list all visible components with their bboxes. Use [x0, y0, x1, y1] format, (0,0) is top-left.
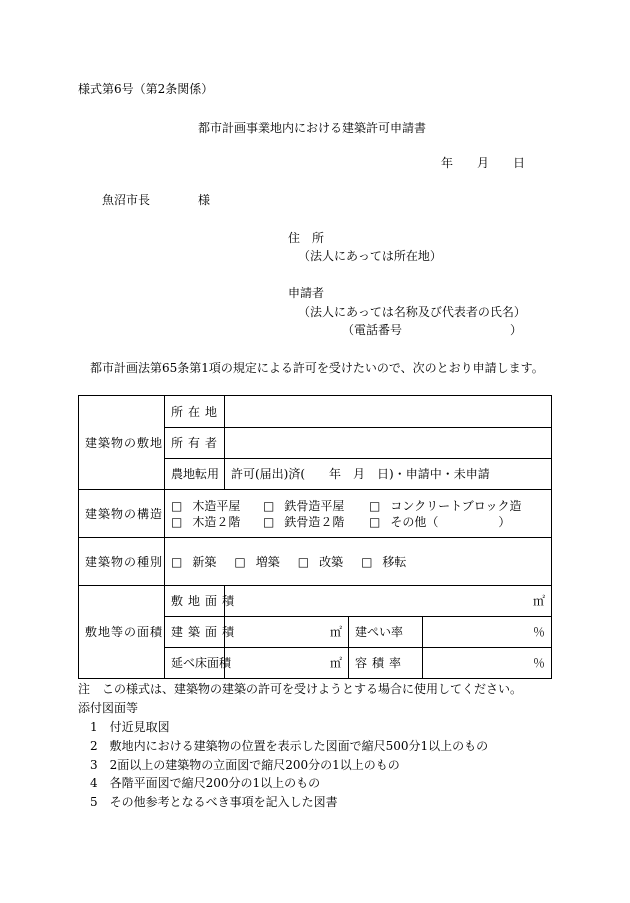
- form-number: 様式第6号（第2条関係）: [78, 82, 214, 96]
- farmland-label: 農地転用: [165, 459, 225, 490]
- structure-option[interactable]: □ その他（ ）: [369, 515, 545, 529]
- attachments-title: 添付図面等: [78, 701, 139, 715]
- attachment-item: 3 2面以上の建築物の立面図で縮尺200分の1以上のもの: [90, 758, 400, 772]
- address-label: 住 所: [288, 231, 325, 245]
- applicant-label: 申請者: [288, 286, 325, 300]
- building-area-label: 建築面積: [165, 617, 225, 648]
- type-category: 建築物の種別: [79, 538, 165, 586]
- type-option[interactable]: □ 移転: [361, 555, 406, 569]
- owner-value[interactable]: [225, 428, 552, 459]
- attachment-item: 5 その他参考となるべき事項を記入した図書: [90, 795, 338, 809]
- phone-close: ）: [510, 323, 523, 337]
- address-note: （法人にあっては所在地）: [298, 249, 442, 263]
- site-area-label: 敷地面積: [165, 586, 225, 617]
- structure-option[interactable]: □ 鉄骨造２階: [263, 515, 369, 529]
- table-row: [79, 490, 552, 538]
- type-options: [165, 538, 552, 586]
- date-line: 年 月 日: [441, 156, 526, 170]
- floor-area-unit[interactable]: ㎡: [225, 648, 349, 679]
- document-title: 都市計画事業地内における建築許可申請書: [198, 121, 427, 135]
- location-value[interactable]: [225, 396, 552, 428]
- floor-area-label: 延べ床面積: [165, 648, 225, 679]
- usage-note: 注 この様式は、建築物の建築の許可を受けようとする場合に使用してください。: [78, 682, 523, 696]
- attachment-item: 1 付近見取図: [90, 720, 170, 734]
- type-option[interactable]: □ 新築: [171, 555, 216, 569]
- structure-option[interactable]: □ コンクリートブロック造: [369, 499, 545, 513]
- site-category: 建築物の敷地: [79, 396, 165, 490]
- table-row: [79, 586, 552, 617]
- attachment-item: 4 各階平面図で縮尺200分の1以上のもの: [90, 776, 321, 790]
- name-note: （法人にあっては名称及び代表者の氏名）: [298, 305, 526, 319]
- area-category: 敷地等の面積: [79, 586, 165, 679]
- structure-option[interactable]: □ 木造平屋: [171, 499, 263, 513]
- application-table: [78, 395, 552, 679]
- structure-option[interactable]: □ 木造２階: [171, 515, 263, 529]
- site-area-unit[interactable]: ㎡: [225, 586, 552, 617]
- coverage-unit[interactable]: ％: [423, 617, 552, 648]
- location-label: 所在地: [165, 396, 225, 428]
- owner-label: 所有者: [165, 428, 225, 459]
- far-unit[interactable]: ％: [423, 648, 552, 679]
- addressee: 魚沼市長 様: [102, 193, 211, 207]
- structure-category: 建築物の構造: [79, 490, 165, 538]
- table-row: [79, 396, 552, 428]
- farmland-value[interactable]: 許可(届出)済( 年 月 日)・申請中・未申請: [225, 459, 552, 490]
- far-label: 容積率: [349, 648, 423, 679]
- type-option[interactable]: □ 改築: [298, 555, 343, 569]
- statement: 都市計画法第65条第1項の規定による許可を受けたいので、次のとおり申請します。: [90, 361, 544, 375]
- building-area-unit[interactable]: ㎡: [225, 617, 349, 648]
- attachment-item: 2 敷地内における建築物の位置を表示した図面で縮尺500分1以上のもの: [90, 739, 489, 753]
- table-row: [79, 538, 552, 586]
- coverage-label: 建ぺい率: [349, 617, 423, 648]
- structure-options: [165, 490, 552, 538]
- phone-label: （電話番号: [342, 323, 403, 337]
- structure-option[interactable]: □ 鉄骨造平屋: [263, 499, 369, 513]
- type-option[interactable]: □ 増築: [234, 555, 279, 569]
